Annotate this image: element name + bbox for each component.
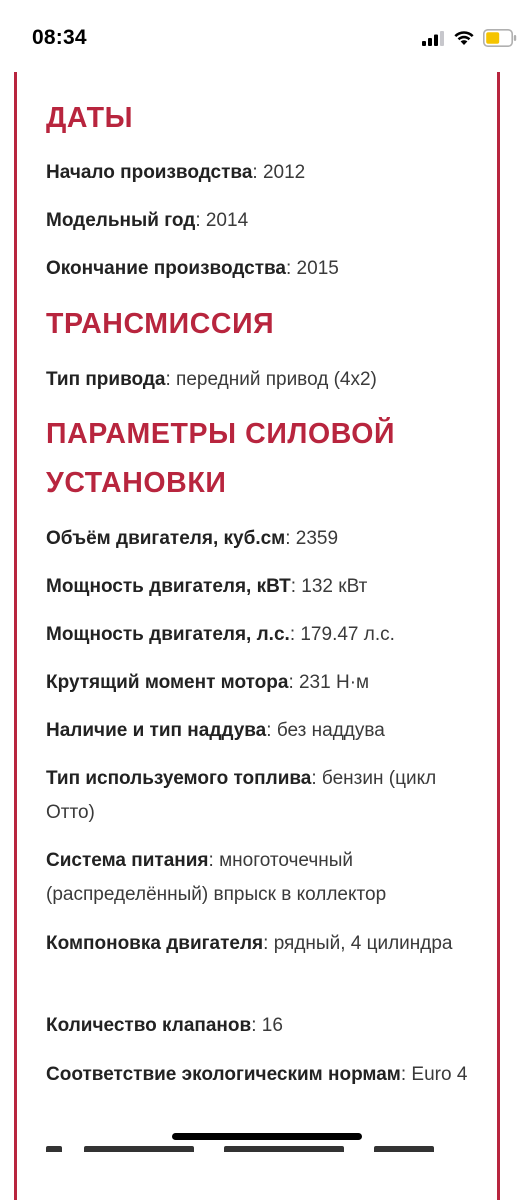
section-title-powertrain-line1: ПАРАМЕТРЫ СИЛОВОЙ (46, 418, 396, 450)
spec-row-power-kw (46, 570, 476, 604)
signal-icon (422, 31, 446, 46)
home-indicator[interactable] (172, 1133, 362, 1140)
spec-value: : 179.47 л.с. (289, 624, 395, 645)
spec-label: Модельный год (46, 210, 196, 231)
spec-label: Начало производства (46, 162, 253, 183)
spec-row-power-hp (46, 618, 476, 652)
spec-row-model-year (46, 204, 476, 238)
cut-off-text-bottom (44, 1140, 444, 1152)
spec-row-valves (46, 1009, 476, 1043)
section-title-powertrain-line2: УСТАНОВКИ (46, 467, 227, 499)
spec-value: : 16 (251, 1015, 283, 1036)
spec-label: Окончание производства (46, 258, 286, 279)
spec-row-engine-layout (46, 927, 476, 961)
spec-row-drive-type (46, 363, 476, 397)
spec-row-eco-standard (46, 1058, 476, 1092)
spec-label: Компоновка двигателя (46, 933, 264, 954)
spec-label: Объём двигателя, куб.см (46, 528, 286, 549)
spec-label: Соответствие экологическим нормам (46, 1064, 401, 1085)
section-title-dates: ДАТЫ (46, 102, 134, 134)
spec-label: Тип привода (46, 369, 166, 390)
status-bar (0, 0, 532, 72)
spec-value: : 231 Н·м (288, 672, 370, 693)
spec-row-production-end (46, 252, 476, 286)
spec-label: Наличие и тип наддува (46, 720, 267, 741)
spec-value: : 2012 (252, 162, 306, 183)
wifi-icon (453, 29, 475, 46)
spec-row-torque (46, 666, 476, 700)
status-time: 08:34 (32, 26, 87, 49)
spec-row-production-start (46, 156, 476, 190)
spec-row-fuel-type (46, 762, 476, 830)
spec-value: : многоточечный (распределённый) впрыск в коллектор (46, 850, 387, 905)
spec-label: Крутящий момент мотора (46, 672, 289, 693)
section-title-transmission: ТРАНСМИССИЯ (46, 308, 275, 340)
spec-label: Система питания (46, 850, 209, 871)
spec-value: : 132 кВт (290, 576, 368, 597)
spec-label: Мощность двигателя, л.с. (46, 624, 290, 645)
spec-row-fuel-system (46, 844, 476, 912)
spec-label: Мощность двигателя, кВТ (46, 576, 291, 597)
spec-value: : 2015 (286, 258, 339, 279)
spec-label: Количество клапанов (46, 1015, 252, 1036)
spec-value: : без наддува (266, 720, 385, 741)
spec-value: : 2014 (195, 210, 249, 231)
spec-label: Тип используемого топлива (46, 768, 312, 789)
spec-value: : рядный, 4 цилиндра (263, 933, 453, 954)
spec-value: : передний привод (4x2) (165, 369, 377, 390)
spec-value: : Euro 4 (400, 1064, 468, 1085)
spec-value: : 2359 (285, 528, 339, 549)
spec-value: : бензин (цикл Отто) (46, 768, 437, 823)
spec-row-displacement (46, 522, 476, 556)
spec-row-turbo (46, 714, 476, 748)
battery-icon (483, 29, 517, 47)
